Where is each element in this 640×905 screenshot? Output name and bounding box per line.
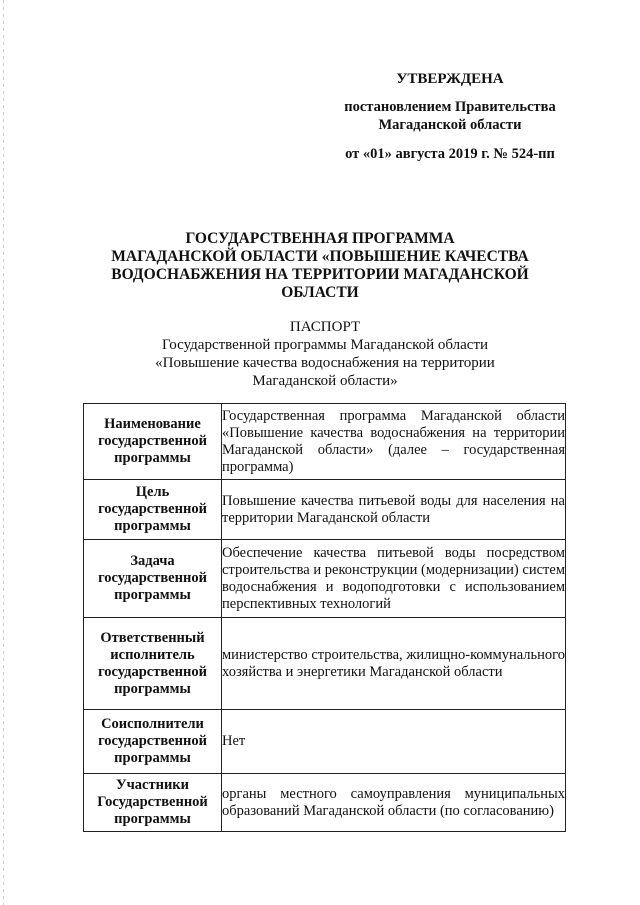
row-value: органы местного самоуправления муниципальных образований Магаданской области (по согласованию): [222, 774, 566, 832]
table-row: [84, 710, 566, 774]
table-row: [84, 404, 566, 480]
row-label: Соисполнители государственной программы: [84, 710, 222, 774]
passport-line-1: Государственной программы Магаданской области: [161, 337, 489, 353]
passport-line-2: «Повышение качества водоснабжения на территории: [155, 355, 495, 371]
row-label: Задача государственной программы: [84, 540, 222, 618]
passport-table: [83, 403, 566, 832]
passport-heading-block: [80, 318, 570, 390]
approval-title: УТВЕРЖДЕНА: [396, 71, 504, 87]
row-label: Цель государственной программы: [84, 480, 222, 540]
row-label: Ответственный исполнитель государственной программы: [84, 618, 222, 710]
table-row: [84, 774, 566, 832]
program-title-line-1: ГОСУДАРСТВЕННАЯ ПРОГРАММА: [185, 230, 455, 247]
row-value: Повышение качества питьевой воды для населения на территории Магаданской области: [222, 480, 566, 540]
row-label: Участники Государственной программы: [84, 774, 222, 832]
row-value: Нет: [222, 710, 566, 774]
row-label: Наименование государственной программы: [84, 404, 222, 480]
row-value: Обеспечение качества питьевой воды посредством строительства и реконструкции (модернизации) систем водоснабжения и водоподготовки с использованием перспективных технологий: [222, 540, 566, 618]
row-value: Государственная программа Магаданской области «Повышение качества водоснабжения на территории Магаданской области» (далее – государственная программа): [222, 404, 566, 480]
scan-edge-mark: [3, 0, 4, 905]
table-row: [84, 480, 566, 540]
program-title: [80, 230, 560, 302]
row-value: министерство строительства, жилищно-коммунального хозяйства и энергетики Магаданской области: [222, 618, 566, 710]
approval-line-3: от «01» августа 2019 г. № 524-пп: [345, 146, 555, 162]
program-title-line-4: ОБЛАСТИ: [281, 284, 359, 301]
program-title-line-2: МАГАДАНСКОЙ ОБЛАСТИ «ПОВЫШЕНИЕ КАЧЕСТВА: [111, 248, 529, 265]
table-row: [84, 618, 566, 710]
approval-line-1: постановлением Правительства: [344, 99, 556, 115]
passport-heading: ПАСПОРТ: [289, 319, 361, 335]
program-title-line-3: ВОДОСНАБЖЕНИЯ НА ТЕРРИТОРИИ МАГАДАНСКОЙ: [111, 266, 529, 283]
table-row: [84, 540, 566, 618]
passport-line-3: Магаданской области»: [252, 373, 398, 389]
approval-line-2: Магаданской области: [378, 117, 522, 133]
